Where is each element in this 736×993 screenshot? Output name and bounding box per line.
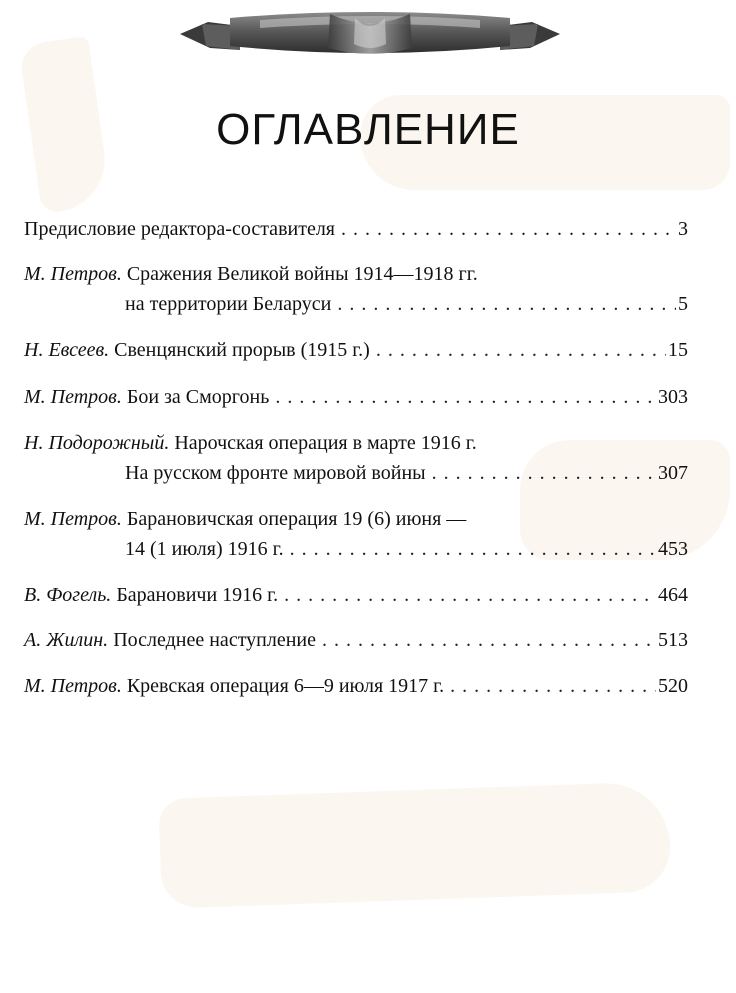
toc-entry[interactable] (24, 382, 688, 412)
entry-title: Бои за Сморгонь (126, 386, 270, 408)
entry-author: М. Петров. (24, 675, 122, 697)
entry-author: М. Петров. (24, 263, 122, 285)
entry-title: Последнее наступление (113, 629, 317, 651)
dot-leader (337, 289, 676, 319)
page-number: 5 (678, 293, 688, 315)
entry-title-continued: 14 (1 июля) 1916 г. (125, 538, 284, 560)
entry-title-continued: на территории Беларуси (125, 293, 332, 315)
entry-title: Нарочская операция в марте 1916 г. (174, 432, 477, 454)
entry-title: Сражения Великой войны 1914—1918 гг. (126, 263, 478, 285)
background-stain (158, 781, 672, 909)
entry-title: Кревская операция 6—9 июля 1917 г. (126, 675, 445, 697)
entry-title: Барановичи 1916 г. (116, 584, 279, 606)
page-number: 513 (658, 629, 688, 651)
dot-leader (341, 214, 676, 244)
toc-entry[interactable] (24, 335, 688, 365)
dot-leader (376, 335, 666, 365)
dot-leader (275, 382, 656, 412)
entry-author: Н. Евсеев. (24, 339, 110, 361)
dot-leader (322, 625, 656, 655)
dot-leader (450, 671, 656, 701)
toc-list (24, 214, 688, 701)
toc-entry[interactable] (24, 671, 688, 701)
ribbon-ornament-icon (180, 4, 560, 62)
dot-leader (290, 534, 656, 564)
entry-author: А. Жилин. (24, 629, 109, 651)
toc-entry[interactable] (24, 214, 688, 244)
entry-author: М. Петров. (24, 508, 122, 530)
page-number: 453 (658, 538, 688, 560)
page-number: 520 (658, 675, 688, 697)
toc-entry[interactable] (24, 259, 688, 319)
page-number: 307 (658, 462, 688, 484)
page-number: 303 (658, 386, 688, 408)
page-number: 464 (658, 584, 688, 606)
page-number: 3 (678, 218, 688, 240)
toc-entry[interactable] (24, 504, 688, 564)
toc-entry[interactable] (24, 625, 688, 655)
dot-leader (432, 458, 656, 488)
dot-leader (284, 580, 656, 610)
entry-author: В. Фогель. (24, 584, 112, 606)
toc-entry[interactable] (24, 580, 688, 610)
entry-title-continued: На русском фронте мировой войны (125, 462, 426, 484)
entry-title: Свенцянский прорыв (1915 г.) (114, 339, 370, 361)
toc-entry[interactable] (24, 428, 688, 488)
entry-title: Предисловие редактора-составителя (24, 218, 336, 240)
page-number: 15 (668, 339, 688, 361)
entry-author: М. Петров. (24, 386, 122, 408)
page-title: ОГЛАВЛЕНИЕ (216, 105, 520, 154)
entry-title: Барановичская операция 19 (6) июня — (126, 508, 467, 530)
entry-author: Н. Подорожный. (24, 432, 170, 454)
